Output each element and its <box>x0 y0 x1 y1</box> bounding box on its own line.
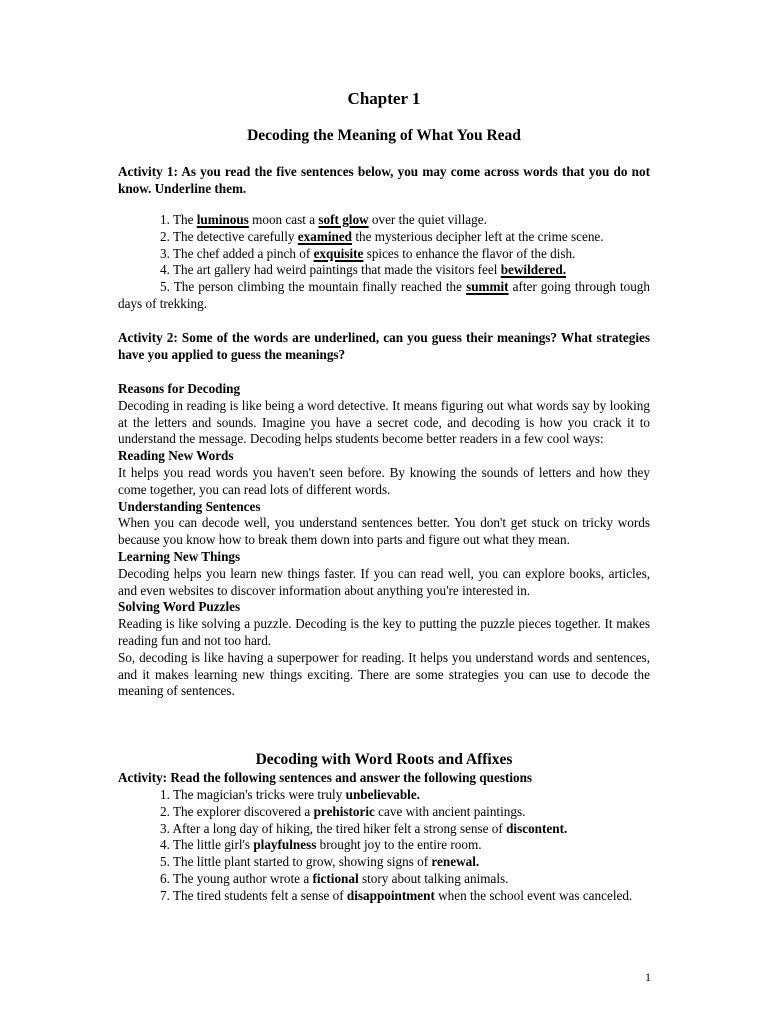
paragraph: Decoding helps you learn new things faster. If you can read well, you can explore books, articles, and even websites to discover information about anything you're interested in. <box>118 565 650 598</box>
activity2-instruction: Activity 2: Some of the words are underlined, can you guess their meanings? What strategies have you applied to guess the meanings? <box>118 330 650 362</box>
activity1-list <box>118 212 650 313</box>
section-heading: Reasons for Decoding <box>118 381 241 396</box>
bold-word: renewal. <box>431 854 480 870</box>
bold-word: disappointment <box>346 887 435 903</box>
list-item <box>118 888 650 905</box>
item-text: spices to enhance the flavor of the dish. <box>363 245 576 261</box>
list-item <box>118 871 650 888</box>
list-item <box>118 787 650 804</box>
item-text: 1. The magician's tricks were truly <box>160 787 346 802</box>
paragraph: Reading is like solving a puzzle. Decoding is the key to putting the puzzle pieces together. It makes reading fun and not too hard. <box>118 616 650 648</box>
item-text: 3. After a long day of hiking, the tired hiker felt a strong sense of <box>160 820 507 836</box>
list-item <box>118 821 650 838</box>
item-text: 5. The little plant started to grow, showing signs of <box>160 854 432 870</box>
item-text: moon cast a <box>248 212 319 227</box>
list-item <box>118 854 650 871</box>
list-item <box>118 229 650 246</box>
paragraph: When you can decode well, you understand sentences better. You don't get stuck on tricky words because you know how to break them down into parts and figure out what they mean. <box>118 515 650 548</box>
paragraph: So, decoding is like having a superpower for reading. It helps you understand words and sentences, and it makes learning new things exciting. There are some strategies you can use to decode the meaning of sentences. <box>118 649 650 699</box>
list-item <box>118 262 650 279</box>
paragraph: It helps you read words you haven't seen before. By knowing the sounds of letters and how they come together, you can read lots of different words. <box>118 464 650 497</box>
list-item <box>118 212 650 229</box>
item-text: when the school event was canceled. <box>434 887 633 903</box>
roots-list <box>118 787 650 905</box>
list-item <box>118 804 650 821</box>
paragraph: Decoding in reading is like being a word detective. It means figuring out what words say by looking at the letters and sounds. Imagine you have a secret code, and decoding is how you crack it to understand the message. Decoding helps students become better readers in a few cool ways: <box>118 397 650 447</box>
section-heading: Learning New Things <box>118 548 241 564</box>
bold-word: unbelievable. <box>345 787 420 802</box>
section-title: Decoding with Word Roots and Affixes <box>255 751 513 768</box>
underlined-word: exquisite <box>313 245 364 261</box>
roots-instruction: Activity: Read the following sentences and answer the following questions <box>118 770 533 785</box>
underlined-word: soft glow <box>318 212 369 227</box>
item-text: 6. The young author wrote a <box>160 870 313 886</box>
item-text: the mysterious decipher left at the crime scene. <box>352 228 604 244</box>
item-text: 2. The explorer discovered a <box>160 803 314 819</box>
bold-word: prehistoric <box>313 803 375 819</box>
item-text: over the quiet village. <box>368 212 487 227</box>
activity1-instruction: Activity 1: As you read the five sentences below, you may come across words that you do not know. Underline them. <box>118 164 650 196</box>
item-text: after going through tough days of trekking. <box>118 279 650 311</box>
chapter-heading: Chapter 1 <box>347 89 421 108</box>
section-heading: Reading New Words <box>118 448 234 464</box>
bold-word: discontent. <box>506 820 568 836</box>
underlined-word: bewildered. <box>500 262 567 278</box>
underlined-word: luminous <box>196 212 249 227</box>
item-text: 1. The <box>160 212 197 227</box>
underlined-word: summit <box>466 279 509 295</box>
reasons-section <box>118 381 650 700</box>
item-text: 7. The tired students felt a sense of <box>160 887 347 903</box>
item-text: story about talking animals. <box>358 870 509 886</box>
section-heading: Solving Word Puzzles <box>118 599 241 615</box>
page-number: 1 <box>645 970 651 984</box>
item-text: 5. The person climbing the mountain finally reached the <box>160 279 467 295</box>
section-heading: Understanding Sentences <box>118 498 261 514</box>
list-item <box>118 279 650 313</box>
item-text: 4. The art gallery had weird paintings that made the visitors feel <box>160 262 501 278</box>
list-item <box>118 246 650 263</box>
item-text: 4. The little girl's <box>160 837 254 853</box>
item-text: 3. The chef added a pinch of <box>160 245 314 261</box>
item-text: cave with ancient paintings. <box>374 803 526 819</box>
bold-word: playfulness <box>253 837 317 853</box>
page-title: Decoding the Meaning of What You Read <box>247 127 521 144</box>
item-text: brought joy to the entire room. <box>316 837 482 853</box>
list-item <box>118 837 650 854</box>
underlined-word: examined <box>297 228 353 244</box>
item-text: 2. The detective carefully <box>160 228 298 244</box>
bold-word: fictional <box>312 870 359 886</box>
